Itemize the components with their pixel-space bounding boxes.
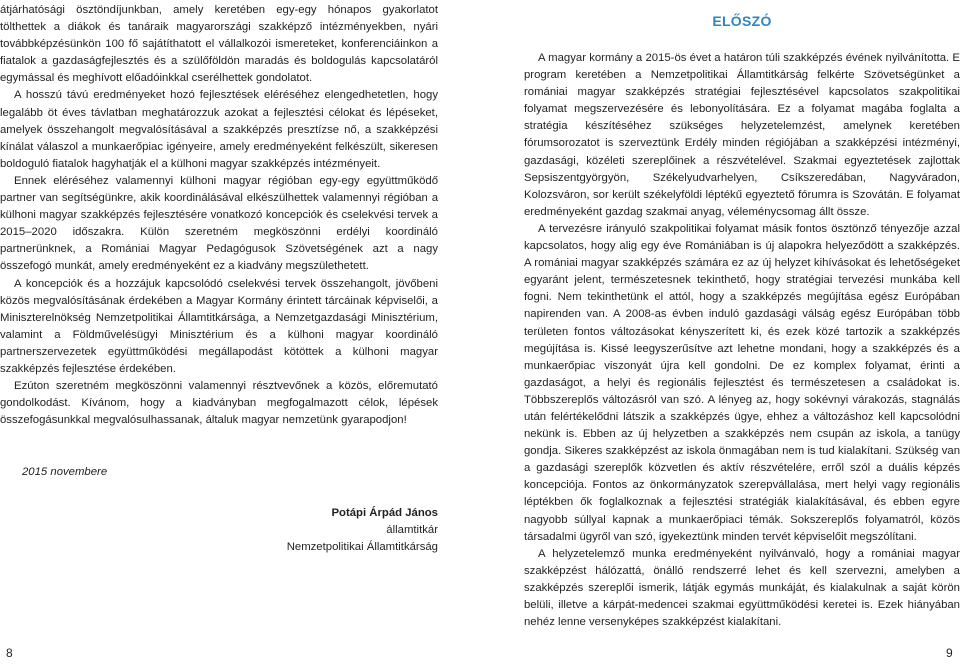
page-number-right: 9 bbox=[946, 646, 953, 660]
paragraph: Ezúton szeretném megköszönni valamennyi résztvevőnek a közös, előremutató gondolkodást. Kívánom, hogy a kiadványban megfogalmazott célok, lépések összefogásunkkal megvalósulhassanak, általuk magyar nemzetünk gyarapodjon! bbox=[0, 380, 438, 427]
paragraph: átjárhatósági ösztöndíjunkban, amely keretében egy-egy hónapos gyakorlatot tölthettek a diákok és tanáraik magyarországi szakképző intézményekben, nyári továbbképzésünkön 100 fő sajátíthatott el vállalkozói ismereteket, konferenciáinkon a fiatalok a gazdaságfejlesztés és a szülőföldön maradás és boldogulás kapcsolatáról egymással és meghívott előadóinkkal cserélhettek gondolatot. bbox=[0, 4, 438, 85]
signatory-name: Potápi Árpád János bbox=[331, 507, 438, 519]
paragraph: A koncepciók és a hozzájuk kapcsolódó cselekvési tervek összehangolt, jövőbeni közös megvalósításának érdekében a Magyar Kormány érintett tárcáinak képviselői, a Miniszterelnökség Nemzetpolitikai Államtitkársága, a Nemzetgazdasági Minisztérium, valamint a Földművelésügyi Minisztérium és a külhoni magyar koordináló partnerszervezetek együttműködési megállapodást kötöttek a külhoni magyar szakképzés fejlesztése érdekében. bbox=[0, 277, 438, 375]
section-heading: ELŐSZÓ bbox=[712, 13, 772, 29]
date: 2015 novembere bbox=[22, 466, 108, 478]
right-column bbox=[524, 50, 960, 631]
paragraph: A hosszú távú eredményeket hozó fejlesztések eléréséhez elengedhetetlen, hogy legalább öt éves távlatban meghatározzuk azokat a fejlesztési célokat és lépéseket, amelyek összehangolt megvalósításával a szakképzés presztízse nő, a szakképzési kínálat válaszol a munkaerőpiac igényeire, amely eredményeként felkészült, sikeresen boldoguló fiatalok hagyhatják el a külhoni magyar szakképzés intézményeit. bbox=[0, 89, 438, 170]
signatory-office: Nemzetpolitikai Államtitkárság bbox=[286, 541, 438, 554]
signatory-role: államtitkár bbox=[386, 524, 438, 537]
paragraph: Ennek eléréséhez valamennyi külhoni magyar régióban egy-egy együttműködő partner van segítségünkre, akik koordinálásával elkészülhettek valamennyi régióban a külhoni magyar szakképzés fejlesztésére vonatkozó koncepciók és cselekvési tervek a 2015–2020 időszakra. Külön szeretném megköszönni erdélyi koordináló partnerünknek, a Romániai Magyar Pedagógusok Szövetségének azt a nagy összefogó munkát, amely eredményeként ez a kiadvány megszülethetett. bbox=[0, 174, 438, 273]
paragraph: A magyar kormány a 2015-ös évet a határon túli szakképzés évének nyilvánította. E program keretében a Nemzetpolitikai Államtitkárság felkérte Szövetségünket a romániai magyar szakképzés stratégiai fejlesztésével kapcsolatos szakpolitikai folyamat megszervezésére és lebonyolítására. Ez a folyamat magába foglalta a stratégia készítéséhez szükséges helyzetelemzést, amelynek keretében fórumsorozatot is szerveztünk Erdély minden régiójában a szakképzési intézményi, gazdasági, közéleti szereplőinek a részvételével. Szakmai egyeztetések zajlottak Sepsiszentgyörgyön, Székelyudvarhelyen, Csíkszeredában, Nagyváradon, Kolozsváron, sor került székelyföldi léptékű egyeztető fórumra is Szovátán. E folyamat eredményeként gazdag szakmai anyag, véleménycsomag állt össze. bbox=[524, 52, 960, 218]
paragraph: A helyzetelemző munka eredményeként nyilvánvaló, hogy a romániai magyar szakképzést hálózattá, önálló rendszerré lehet és kell szervezni, amelyben a szakképzés szereplői ismerik, látják egymás munkáját, és kialakulnak a saját körön belüli, illetve a kárpát-medencei szakmai együttműködési keretei is. Ezek hiányában nehéz lenne versenyképes szakképzést kialakítani. bbox=[524, 547, 960, 629]
left-column bbox=[0, 2, 438, 429]
page-number-left: 8 bbox=[6, 646, 13, 660]
paragraph: A tervezésre irányuló szakpolitikai folyamat másik fontos ösztönző tényezője azzal kapcsolatos, hogy alig egy éve Romániában is új alapokra helyeződött a szakképzés. A romániai magyar szakképzés számára ez az új helyzet kihívásokat és lehetőségeket egyaránt jelent, természetesnek tekinthető, hogy stratégiai tervezési munkába kell fogni. Nem tekinthetünk el attól, hogy a szakképzés megújítása egész Európában napirenden van. A 2008-as évben induló gazdasági válság egész Európában több területen fontos változásokat kényszerített ki, és ezek közé tartozik a szakképzés megújítása is. Kissé leegyszerűsítve azt lehetne mondani, hogy a szakképzés és a munkaerőpiac viszonyát újra kell gondolni. De ez komplex folyamat, érinti a gazdaságot, a helyi és regionális fejlesztést és természetesen a családokat is. Többszereplős változásról van szó. A lényeg az, hogy sokévnyi várakozás, stagnálás után felértékelődni látszik a szakképzés ügye, ehhez a változáshoz kell kapcsolódni nekünk is. Ebben az új helyzetben a szakképzés nem csupán az iskola, a tanügy gondja. Sikeres szakképzést az iskola önmagában nem is tud kialakítani. Szükség van a gazdasági szereplők közvetlen és aktív részvételére, erről szól a duális képzés koncepciója. Fontos az önkormányzatok szerepvállalása, mert helyi vagy regionális léptékben ők foglalkoznak a fejlesztési stratégiák kialakításával, és ebben egyre nagyobb súllyal kapnak a munkaerőpiaci témák. Sokszereplős folyamatról, közös társadalmi ügyről van szó, igyekeztünk minden tervét képviselőit megszólítani. bbox=[524, 222, 960, 543]
signature-block bbox=[287, 505, 438, 556]
